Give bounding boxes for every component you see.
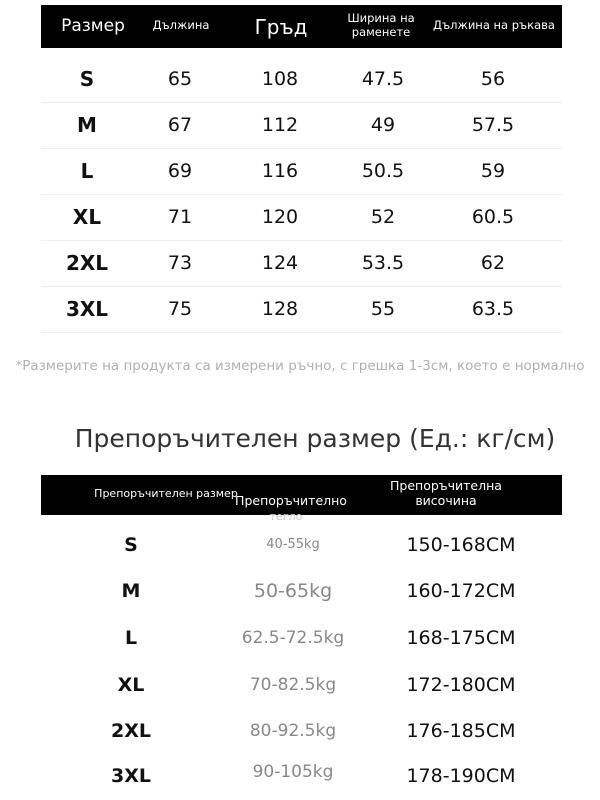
cell-sleeve: 57.5 (471, 114, 515, 136)
cell-sleeve: 62 (480, 252, 506, 274)
cell-recommended-weight: 62.5-72.5kg (241, 628, 345, 648)
cell-size: L (80, 159, 94, 183)
cell-sleeve: 56 (480, 68, 506, 90)
cell-recommended-height: 150-168CM (406, 534, 516, 556)
recommend-table-header (41, 475, 562, 515)
cell-recommended-height: 160-172CM (406, 580, 516, 602)
cell-chest: 116 (261, 160, 299, 182)
cell-size: 2XL (65, 251, 109, 275)
cell-sleeve: 63.5 (471, 298, 515, 320)
cell-chest: 124 (261, 252, 299, 274)
cell-size: XL (72, 205, 102, 229)
cell-shoulder: 49 (370, 114, 396, 136)
cell-size: M (77, 113, 97, 137)
cell-recommended-weight: 40-55kg (266, 537, 320, 552)
cell-chest: 128 (261, 298, 299, 320)
cell-length: 65 (167, 68, 193, 90)
cell-recommended-weight: 50-65kg (253, 580, 333, 602)
header-recommended-height: Препоръчителна височина (390, 478, 502, 508)
cell-size: S (79, 67, 95, 91)
cell-sleeve: 59 (480, 160, 506, 182)
cell-size: 3XL (65, 297, 109, 321)
header-shoulder-width: Ширина на раменете (347, 11, 415, 39)
row-divider (41, 102, 562, 103)
cell-recommended-height: 172-180CM (406, 674, 516, 696)
cell-shoulder: 55 (370, 298, 396, 320)
cell-recommended-height: 176-185CM (406, 720, 516, 742)
cell-recommended-size: XL (117, 674, 145, 696)
cell-length: 75 (167, 298, 193, 320)
cell-chest: 112 (261, 114, 299, 136)
cell-recommended-size: L (124, 627, 138, 649)
cell-recommended-weight: 80-92.5kg (249, 721, 337, 741)
cell-recommended-height: 168-175CM (406, 627, 516, 649)
cell-length: 71 (167, 206, 193, 228)
cell-chest: 120 (261, 206, 299, 228)
cell-recommended-weight: 90-105kg (252, 762, 334, 782)
size-table-header (41, 5, 562, 48)
cell-shoulder: 52 (370, 206, 396, 228)
cell-recommended-size: M (121, 580, 141, 602)
row-divider (41, 194, 562, 195)
cell-length: 67 (167, 114, 193, 136)
header-length: Дължина (152, 18, 210, 32)
cell-recommended-weight: 70-82.5kg (249, 675, 337, 695)
cell-shoulder: 50.5 (361, 160, 405, 182)
header-size: Размер (61, 16, 125, 36)
row-divider (41, 240, 562, 241)
header-chest: Гръд (254, 15, 308, 39)
row-divider (41, 148, 562, 149)
header-recommended-size: Препоръчителен размер (94, 487, 238, 500)
cell-chest: 108 (261, 68, 299, 90)
header-recommended-weight: Препоръчително (235, 493, 347, 508)
cell-sleeve: 60.5 (471, 206, 515, 228)
header-sleeve-length: Дължина на ръкава (433, 18, 555, 32)
row-divider (41, 332, 562, 333)
cell-shoulder: 47.5 (361, 68, 405, 90)
header-weight-ghost-text: тегло (269, 510, 303, 523)
cell-recommended-size: 3XL (111, 765, 151, 787)
cell-recommended-size: 2XL (111, 720, 151, 742)
cell-length: 73 (167, 252, 193, 274)
cell-recommended-height: 178-190CM (406, 765, 516, 787)
measurement-note: *Размерите на продукта са измерени ръчно, с грешка 1-3см, което е нормално (15, 358, 585, 374)
cell-shoulder: 53.5 (361, 252, 405, 274)
recommend-title: Препоръчителен размер (Ед.: кг/см) (74, 424, 556, 453)
cell-recommended-size: S (124, 534, 138, 556)
cell-length: 69 (167, 160, 193, 182)
row-divider (41, 286, 562, 287)
